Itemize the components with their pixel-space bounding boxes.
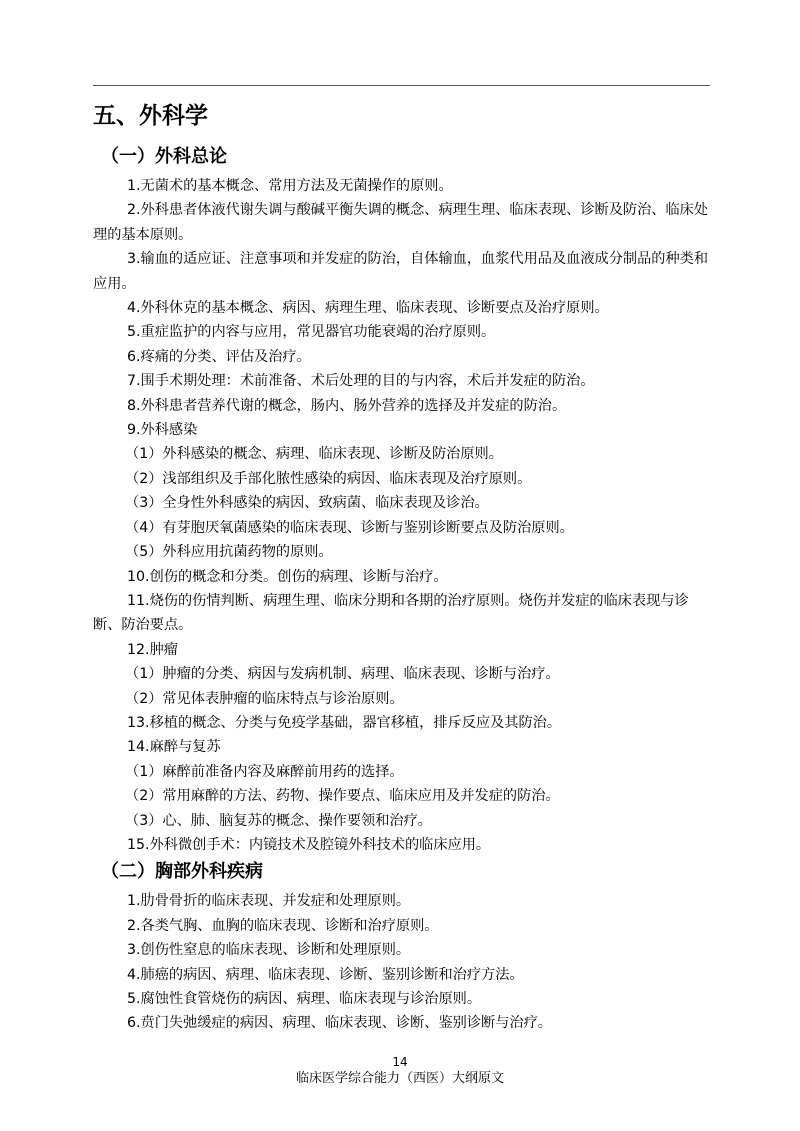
outline-item: 8.外科患者营养代谢的概念，肠内、肠外营养的选择及并发症的防治。 — [127, 397, 567, 414]
outline-item: 5.腐蚀性食管烧伤的病因、病理、临床表现与诊治原则。 — [127, 991, 482, 1007]
outline-item: 11.烧伤的伤情判断、病理生理、临床分期和各期的治疗原则。烧伤并发症的临床表现与诊断、防治要点。 — [93, 592, 689, 634]
outline-subitem: （2）常用麻醉的方法、药物、操作要点、临床应用及并发症的防治。 — [125, 788, 560, 805]
outline-subitem: （1）外科感染的概念、病理、临床表现、诊断及防治原则。 — [125, 446, 503, 463]
subsection-general-surgery — [93, 144, 710, 857]
footer-title: 临床医学综合能力（西医）大纲原文 — [295, 1071, 504, 1086]
header-rule — [93, 85, 710, 86]
subsection-thoracic-surgery — [93, 859, 710, 1035]
outline-subitem: （1）麻醉前准备内容及麻醉前用药的选择。 — [125, 763, 404, 780]
outline-item: 4.外科休克的基本概念、病因、病理生理、临床表现、诊断要点及治疗原则。 — [127, 300, 609, 317]
outline-subitem: （2）常见体表肿瘤的临床特点与诊治原则。 — [125, 690, 404, 707]
outline-item: 9.外科感染 — [127, 422, 198, 439]
outline-item: 2.各类气胸、血胸的临床表现、诊断和治疗原则。 — [127, 917, 439, 934]
outline-item: 6.贲门失弛缓症的病因、病理、临床表现、诊断、鉴别诊断与治疗。 — [127, 1015, 552, 1032]
outline-subitem: （1）肿瘤的分类、病因与发病机制、病理、临床表现、诊断与治疗。 — [125, 666, 560, 683]
outline-subitem: （3）全身性外科感染的病因、致病菌、临床表现及诊治。 — [125, 495, 489, 512]
outline-item: 14.麻醉与复苏 — [127, 739, 221, 756]
outline-item: 15.外科微创手术：内镜技术及腔镜外科技术的临床应用。 — [127, 836, 491, 853]
page-number: 14 — [392, 1055, 408, 1069]
outline-subitem: （3）心、肺、脑复苏的概念、操作要领和治疗。 — [125, 812, 432, 829]
outline-item: 5.重症监护的内容与应用，常见器官功能衰竭的治疗原则。 — [127, 324, 496, 341]
subsection-heading: （二）胸部外科疾病 — [101, 861, 263, 883]
outline-item: 12.肿瘤 — [127, 641, 178, 658]
outline-subitem: （5）外科应用抗菌药物的原则。 — [125, 544, 333, 561]
outline-subitem: （2）浅部组织及手部化脓性感染的病因、临床表现及治疗原则。 — [125, 470, 532, 487]
outline-item: 7.围手术期处理：术前准备、术后处理的目的与内容，术后并发症的防治。 — [127, 373, 595, 390]
document-body — [93, 96, 710, 1036]
subsection-lines — [93, 174, 710, 857]
outline-item: 1.无菌术的基本概念、常用方法及无菌操作的原则。 — [127, 178, 453, 194]
outline-item: 4.肺癌的病因、病理、临床表现、诊断、鉴别诊断和治疗方法。 — [127, 966, 524, 983]
outline-item: 10.创伤的概念和分类。创伤的病理、诊断与治疗。 — [127, 568, 448, 585]
outline-item: 13.移植的概念、分类与免疫学基础，器官移植，排斥反应及其防治。 — [127, 714, 562, 731]
section-title: 五、外科学 — [93, 102, 208, 129]
outline-item: 2.外科患者体液代谢失调与酸碱平衡失调的概念、病理生理、临床表现、诊断及防治、临床处理的基本原则。 — [93, 202, 709, 243]
outline-item: 6.疼痛的分类、评估及治疗。 — [127, 348, 311, 365]
outline-subitem: （4）有芽胞厌氧菌感染的临床表现、诊断与鉴别诊断要点及防治原则。 — [125, 519, 574, 536]
outline-item: 3.创伤性窒息的临床表现、诊断和处理原则。 — [127, 942, 411, 959]
subsection-heading: （一）外科总论 — [101, 146, 227, 167]
outline-item: 1.肋骨骨折的临床表现、并发症和处理原则。 — [127, 893, 411, 910]
outline-item: 3.输血的适应证、注意事项和并发症的防治，自体输血，血浆代用品及血液成分制品的种类和应用。 — [93, 251, 709, 292]
subsection-lines — [93, 889, 710, 1035]
